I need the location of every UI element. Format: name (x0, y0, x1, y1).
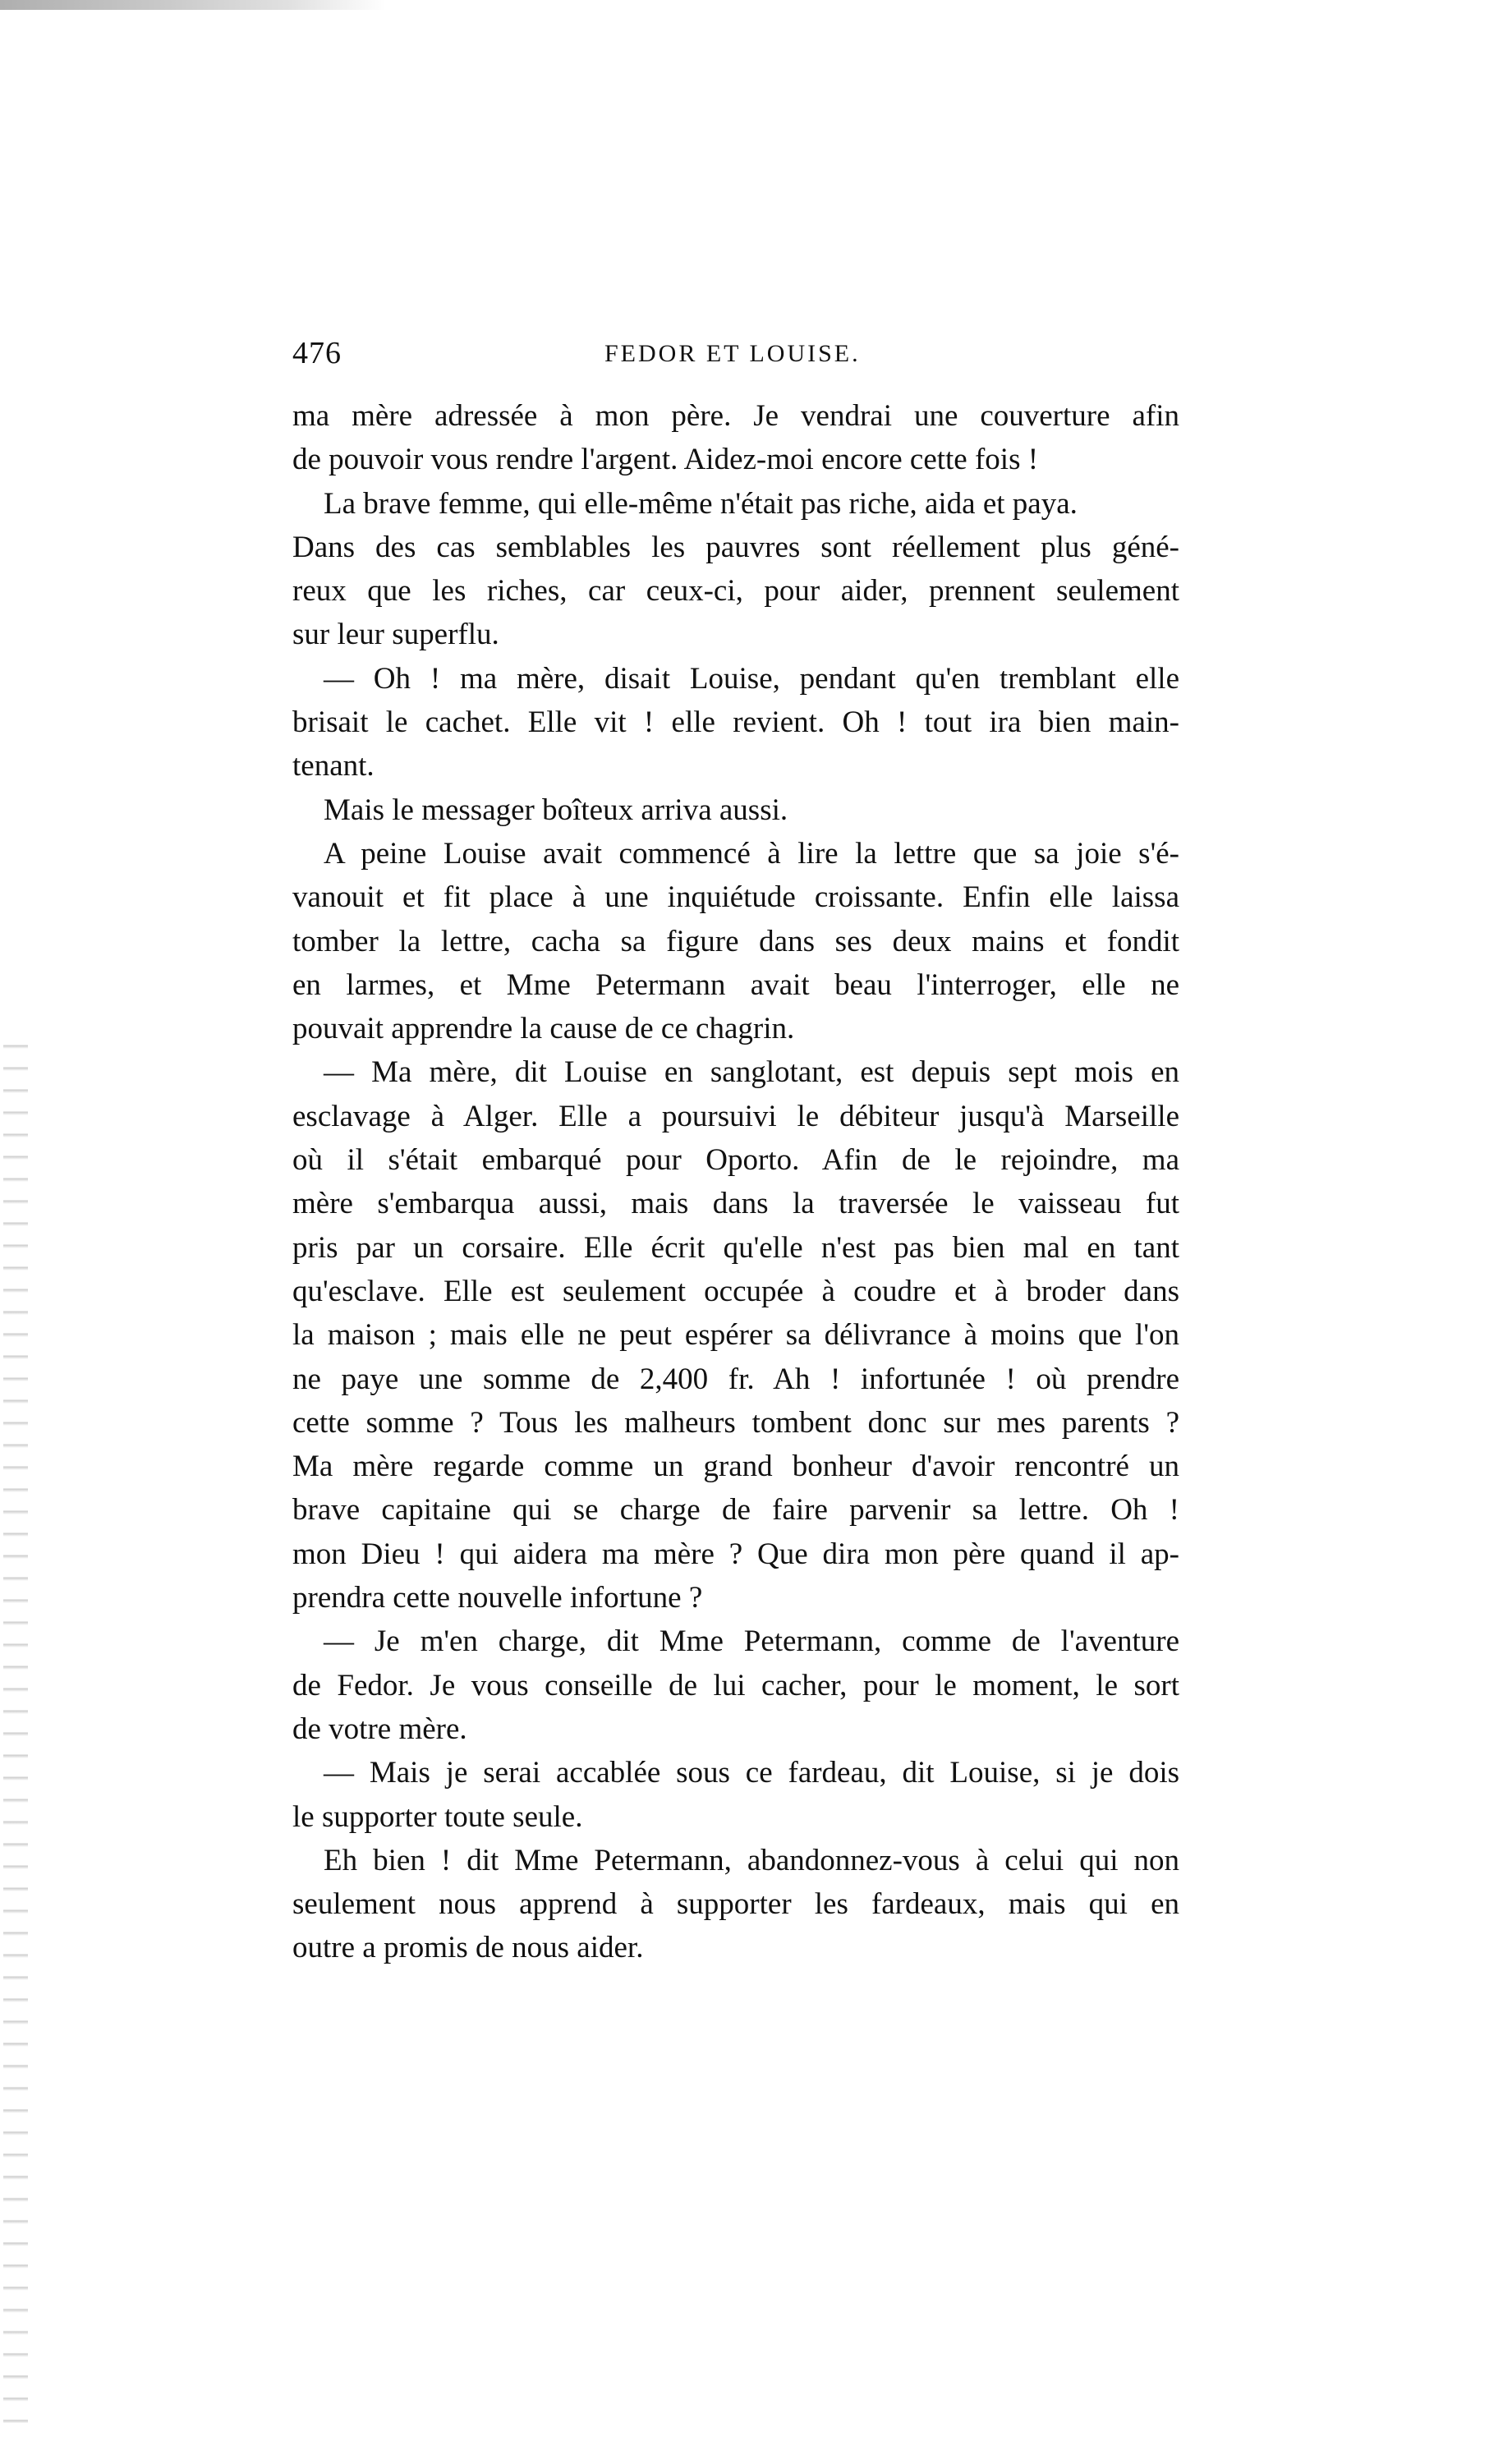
text-line: le supporter toute seule. (292, 1799, 583, 1834)
text-line: cette somme ? Tous les malheurs tombent donc sur mes parents ? (292, 1405, 1179, 1440)
text-line: — Ma mère, dit Louise en sanglotant, est depuis sept mois en (324, 1055, 1179, 1090)
text-line: tomber la lettre, cacha sa figure dans ses deux mains et fondit (292, 924, 1179, 958)
text-line: tenant. (292, 749, 375, 783)
text-line: reux que les riches, car ceux-ci, pour aider, prennent seulement (292, 574, 1179, 609)
text-line: brave capitaine qui se charge de faire parvenir sa lettre. Oh ! (292, 1493, 1179, 1528)
text-line: prendra cette nouvelle infortune ? (292, 1581, 703, 1615)
text-line: de Fedor. Je vous conseille de lui cacher, pour le moment, le sort (292, 1668, 1179, 1702)
text-line: brisait le cachet. Elle vit ! elle revient. Oh ! tout ira bien main- (292, 705, 1179, 740)
text-line: Eh bien ! dit Mme Petermann, abandonnez-vous à celui qui non (324, 1843, 1179, 1877)
text-line: où il s'était embarqué pour Oporto. Afin de le rejoindre, ma (292, 1143, 1179, 1178)
text-line: en larmes, et Mme Petermann avait beau l'interroger, elle ne (292, 967, 1179, 1002)
page-header (292, 335, 1179, 384)
text-line: ne paye une somme de 2,400 fr. Ah ! infortunée ! où prendre (292, 1362, 1179, 1396)
text-line: de votre mère. (292, 1712, 467, 1746)
text-line: A peine Louise avait commencé à lire la lettre que sa joie s'é- (324, 836, 1179, 871)
text-line: la maison ; mais elle ne peut espérer sa délivrance à moins que l'on (292, 1318, 1179, 1353)
running-title: FEDOR ET LOUISE. (604, 340, 861, 367)
text-line: pouvait apprendre la cause de ce chagrin. (292, 1012, 795, 1046)
text-line: mère s'embarqua aussi, mais dans la traversée le vaisseau fut (292, 1187, 1179, 1221)
text-line: La brave femme, qui elle-même n'était pas riche, aida et paya. (324, 486, 1078, 521)
scan-artifact-top (0, 0, 386, 10)
text-line: pris par un corsaire. Elle écrit qu'elle n'est pas bien mal en tant (292, 1230, 1179, 1265)
text-line: outre a promis de nous aider. (292, 1931, 644, 1965)
text-line: Ma mère regarde comme un grand bonheur d'avoir rencontré un (292, 1450, 1179, 1484)
text-line: de pouvoir vous rendre l'argent. Aidez-moi encore cette fois ! (292, 443, 1039, 477)
text-line: Dans des cas semblables les pauvres sont réellement plus géné- (292, 530, 1179, 564)
scan-artifact-left (3, 1027, 28, 2423)
text-line: vanouit et fit place à une inquiétude croissante. Enfin elle laissa (292, 880, 1179, 915)
text-line: esclavage à Alger. Elle a poursuivi le débiteur jusqu'à Marseille (292, 1099, 1179, 1133)
text-line: sur leur superflu. (292, 618, 499, 652)
body-text (292, 394, 1179, 1970)
text-line: Mais le messager boîteux arriva aussi. (324, 793, 788, 827)
text-line: qu'esclave. Elle est seulement occupée à coudre et à broder dans (292, 1274, 1179, 1308)
page-number: 476 (292, 336, 342, 370)
text-line: — Je m'en charge, dit Mme Petermann, comme de l'aventure (324, 1624, 1179, 1659)
text-line: — Oh ! ma mère, disait Louise, pendant qu'en tremblant elle (324, 661, 1179, 696)
text-line: — Mais je serai accablée sous ce fardeau, dit Louise, si je dois (324, 1756, 1179, 1790)
text-line: seulement nous apprend à supporter les fardeaux, mais qui en (292, 1887, 1179, 1922)
text-line: mon Dieu ! qui aidera ma mère ? Que dira mon père quand il ap- (292, 1537, 1179, 1571)
text-line: ma mère adressée à mon père. Je vendrai une couverture afin (292, 399, 1179, 433)
